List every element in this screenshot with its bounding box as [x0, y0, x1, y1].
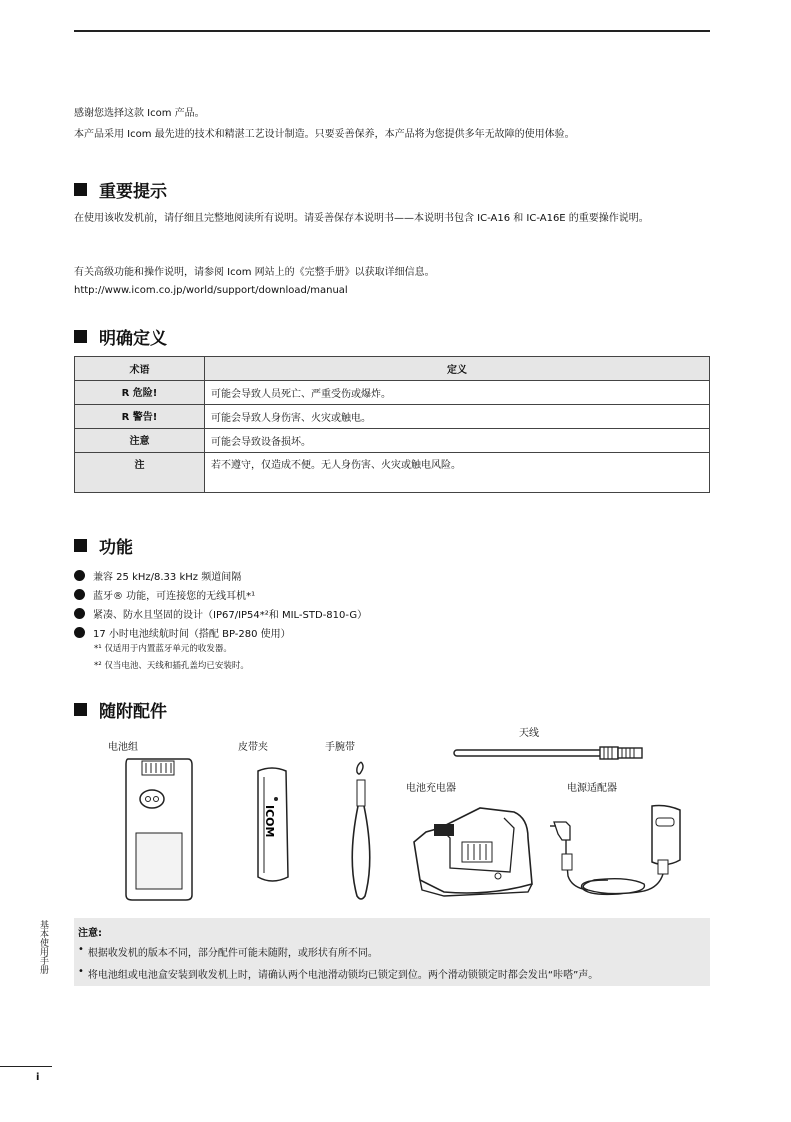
antenna-label: 天线: [519, 728, 539, 739]
term-cell: R 警告!: [75, 405, 205, 429]
battery-pack-icon: [118, 755, 198, 903]
table-row: [75, 453, 710, 493]
important-paragraph-1: 在使用该收发机前，请仔细且完整地阅读所有说明。请妥善保存本说明书——本说明书包含 IC-A16 和 IC-A16E 的重要操作说明。: [74, 213, 649, 224]
definition-cell: 若不遵守，仅造成不便。无人身伤害、火灾或触电风险。: [205, 453, 710, 493]
bullet-icon: •: [78, 966, 84, 977]
table-header-row: [75, 357, 710, 381]
definition-cell: 可能会导致人员死亡、严重受伤或爆炸。: [205, 381, 710, 405]
bullet-icon: [74, 570, 85, 581]
section-bullet-icon: [74, 330, 87, 343]
section-definitions-heading: 明确定义: [74, 324, 167, 349]
term-cell: 注: [75, 453, 205, 493]
table-row: [75, 381, 710, 405]
wrist-strap-icon: [343, 760, 379, 902]
notice-box: [74, 918, 710, 986]
list-item: 紧凑、防水且坚固的设计（IP67/IP54*²和 MIL-STD-810-G）: [74, 604, 367, 623]
term-cell: R 危险!: [75, 381, 205, 405]
belt-clip-label: 皮带夹: [238, 742, 268, 753]
strap-label: 手腕带: [325, 742, 355, 753]
col-term-header: 术语: [75, 357, 205, 381]
section-bullet-icon: [74, 539, 87, 552]
footer-rule: [0, 1066, 52, 1067]
bullet-icon: [74, 608, 85, 619]
adapter-label: 电源适配器: [567, 783, 617, 794]
bullet-icon: [74, 627, 85, 638]
side-section-label: 基本使用手册: [38, 920, 48, 974]
section-bullet-icon: [74, 183, 87, 196]
battery-charger-icon: [410, 798, 538, 898]
page-number: i: [36, 1072, 40, 1083]
notice-item: • 将电池组或电池盒安装到收发机上时，请确认两个电池滑动锁均已锁定到位。两个滑动锁锁定时都会发出“咔嗒”声。: [78, 966, 599, 981]
definitions-table: [74, 356, 710, 493]
footnote-1: *¹ 仅适用于内置蓝牙单元的收发器。: [94, 644, 232, 654]
charger-label: 电池充电器: [406, 783, 456, 794]
important-paragraph-2: 有关高级功能和操作说明，请参阅 Icom 网站上的《完整手册》以获取详细信息。: [74, 267, 435, 278]
table-row: [75, 405, 710, 429]
definition-cell: 可能会导致人身伤害、火灾或触电。: [205, 405, 710, 429]
table-row: [75, 429, 710, 453]
manual-url-link[interactable]: http://www.icom.co.jp/world/support/download/manual: [74, 285, 348, 296]
battery-label: 电池组: [108, 742, 138, 753]
list-item: 17 小时电池续航时间（搭配 BP-280 使用）: [74, 623, 367, 642]
section-features-heading: 功能: [74, 533, 133, 558]
bullet-icon: •: [78, 944, 84, 955]
footnote-2: *² 仅当电池、天线和插孔盖均已安装时。: [94, 661, 249, 671]
term-cell: 注意: [75, 429, 205, 453]
section-accessories-heading: 随附配件: [74, 697, 167, 722]
bullet-icon: [74, 589, 85, 600]
section-important-heading: 重要提示: [74, 177, 167, 202]
definition-cell: 可能会导致设备损坏。: [205, 429, 710, 453]
notice-title: 注意:: [78, 928, 102, 939]
notice-item: • 根据收发机的版本不同，部分配件可能未随附，或形状有所不同。: [78, 944, 378, 959]
intro-line-2: 本产品采用 Icom 最先进的技术和精湛工艺设计制造。只要妥善保养，本产品将为您提供多年无故障的使用体验。: [74, 129, 575, 140]
intro-line-1: 感谢您选择这款 Icom 产品。: [74, 108, 205, 119]
clip-brand-label: ICOM: [263, 805, 276, 838]
list-item: 兼容 25 kHz/8.33 kHz 频道间隔: [74, 566, 367, 585]
belt-clip-icon: [252, 765, 292, 887]
power-adapter-icon: [548, 800, 688, 902]
list-item: 蓝牙® 功能，可连接您的无线耳机*¹: [74, 585, 367, 604]
top-rule: [74, 30, 710, 32]
col-definition-header: 定义: [205, 357, 710, 381]
section-bullet-icon: [74, 703, 87, 716]
antenna-icon: [450, 744, 650, 764]
features-list: [74, 566, 367, 642]
